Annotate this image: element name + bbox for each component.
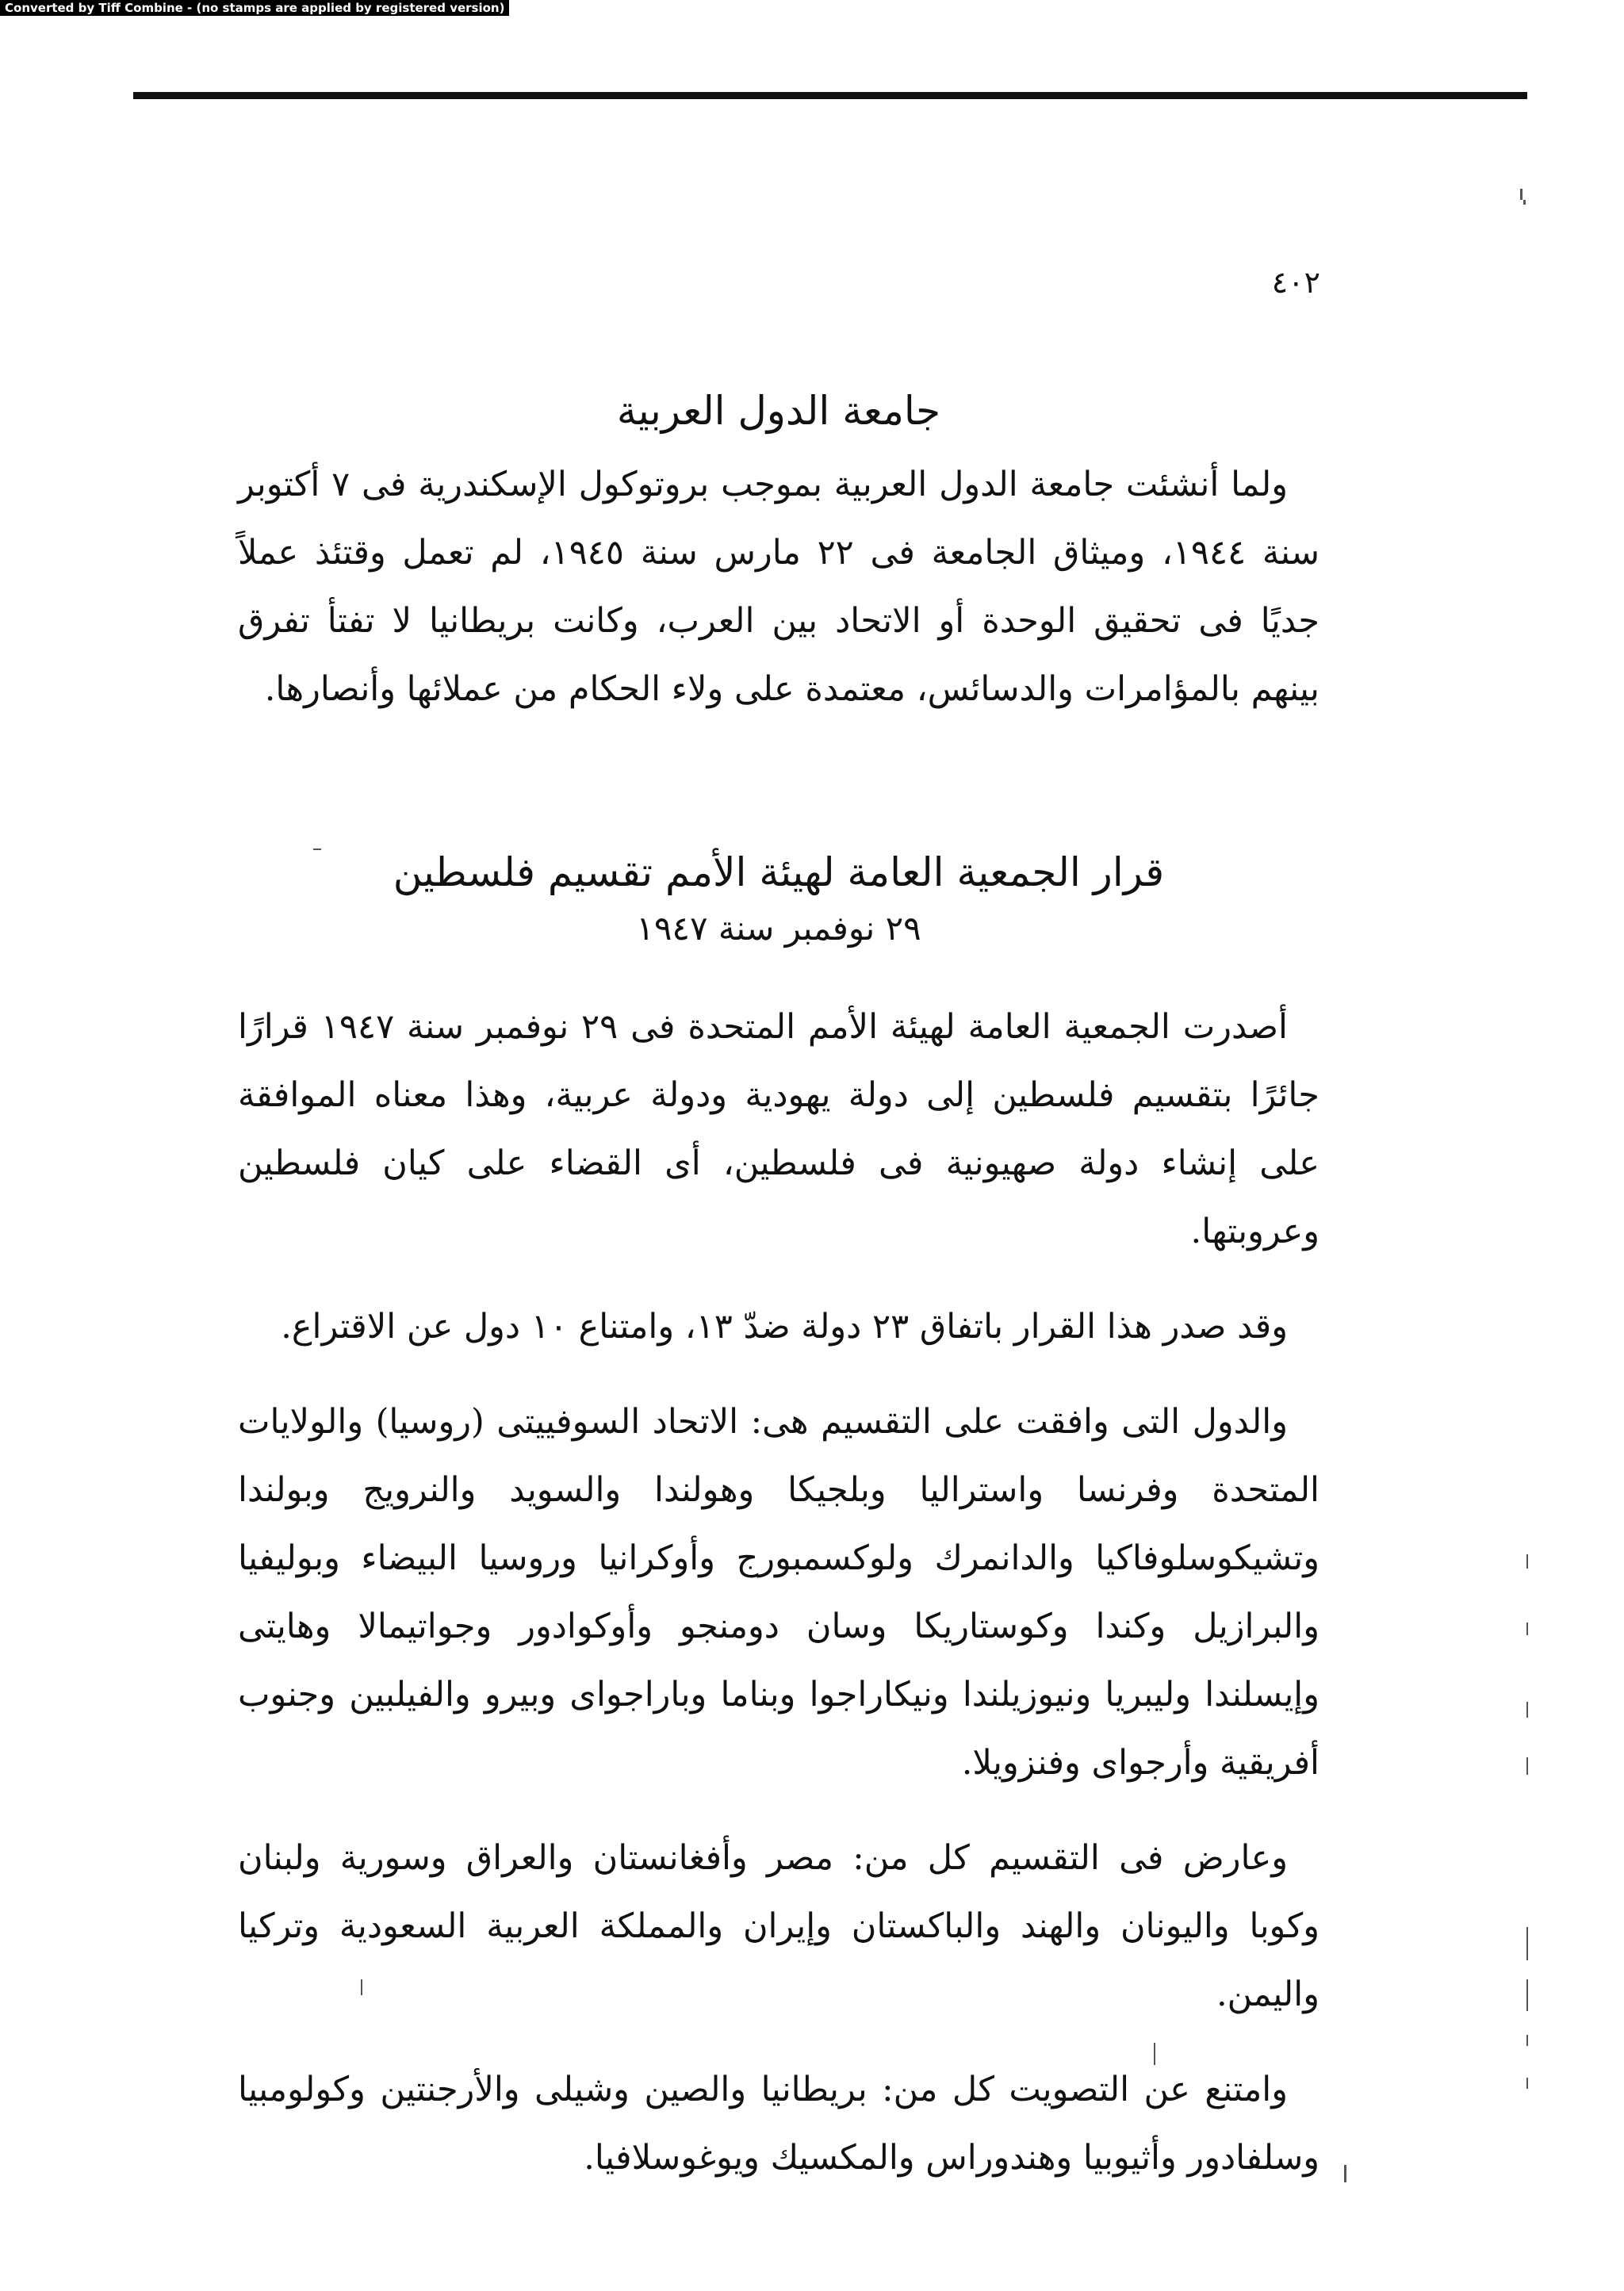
scan-speck — [1344, 2165, 1346, 2182]
section-title-partition-resolution: قرار الجمعية العامة لهيئة الأمم تقسيم فلسطين — [393, 849, 1165, 895]
scan-speck — [313, 849, 321, 850]
converter-banner: Converted by Tiff Combine - (no stamps are applied by registered version) — [0, 0, 509, 16]
scan-speck — [1526, 2035, 1528, 2046]
section-title-arab-league: جامعة الدول العربية — [616, 388, 941, 434]
scan-speck — [1526, 1702, 1528, 1718]
paragraph-resolution: أصدرت الجمعية العامة لهيئة الأمم المتحدة فى ٢٩ نوفمبر سنة ١٩٤٧ قرارًا جائرًا بتقسيم فلسطين إلى دولة يهودية ودولة عربية، وهذا معناه الموافقة على إنشاء دولة صهيونية فى فلسطين، أى القضاء على كيان فلسطين وعروبتها. — [238, 1007, 1320, 1251]
scan-speck — [1526, 1757, 1528, 1775]
paragraph-countries-against: وعارض فى التقسيم كل من: مصر وأفغانستان والعراق وسورية ولبنان وكوبا واليونان والهند والباكستان وإيران والمملكة العربية السعودية وتركيا واليمن. — [238, 1838, 1320, 2014]
scan-speck — [361, 1979, 362, 1995]
page-number: ٤٠٢ — [1271, 265, 1320, 300]
paragraph-countries-for: والدول التى وافقت على التقسيم هى: الاتحاد السوفييتى (روسيا) والولايات المتحدة وفرنسا واستراليا وبلجيكا وهولندا والسويد والنرويج وبولندا وتشيكوسلوفاكيا والدانمرك ولوكسمبورج وأوكرانيا وروسيا البيضاء وبوليفيا والبرازيل وكندا وكوستاريكا وسان دومنجو وأوكوادور وجواتيمالا وهايتى وإيسلندا وليبريا ونيوزيلندا ونيكاراجوا وبناما وباراجواى وبيرو والفيلبين وجنوب أفريقية وأرجواى وفنزويلا. — [238, 1402, 1320, 1783]
paragraph-vote-count: وقد صدر هذا القرار باتفاق ٢٣ دولة ضدّ ١٣، وامتناع ١٠ دول عن الاقتراع. — [281, 1307, 1288, 1347]
header-rule — [133, 92, 1527, 99]
scan-speck — [1526, 1927, 1528, 1960]
scan-speck — [1526, 1554, 1528, 1569]
page-body — [238, 381, 1320, 2219]
scan-speck — [1154, 2043, 1155, 2065]
scan-speck — [1526, 2078, 1528, 2089]
scan-speck — [1526, 1979, 1528, 2011]
scan-speck — [1526, 1622, 1528, 1635]
section-date: ٢٩ نوفمبر سنة ١٩٤٧ — [636, 909, 921, 948]
paragraph-countries-abstained: وامتنع عن التصويت كل من: بريطانيا والصين وشيلى والأرجنتين وكولومبيا وسلفادور وأثيوبيا وهندوراس والمكسيك ويوغوسلافيا. — [238, 2070, 1320, 2178]
scan-speck — [1520, 189, 1522, 200]
scan-speck — [1523, 200, 1526, 205]
paragraph-arab-league: ولما أنشئت جامعة الدول العربية بموجب بروتوكول الإسكندرية فى ٧ أكتوبر سنة ١٩٤٤، وميثاق الجامعة فى ٢٢ مارس سنة ١٩٤٥، لم تعمل وقتئذ عملاً جديًا فى تحقيق الوحدة أو الاتحاد بين العرب، وكانت بريطانيا لا تفتأ تفرق بينهم بالمؤامرات والدسائس، معتمدة على ولاء الحكام من عملائها وأنصارها. — [238, 465, 1320, 709]
